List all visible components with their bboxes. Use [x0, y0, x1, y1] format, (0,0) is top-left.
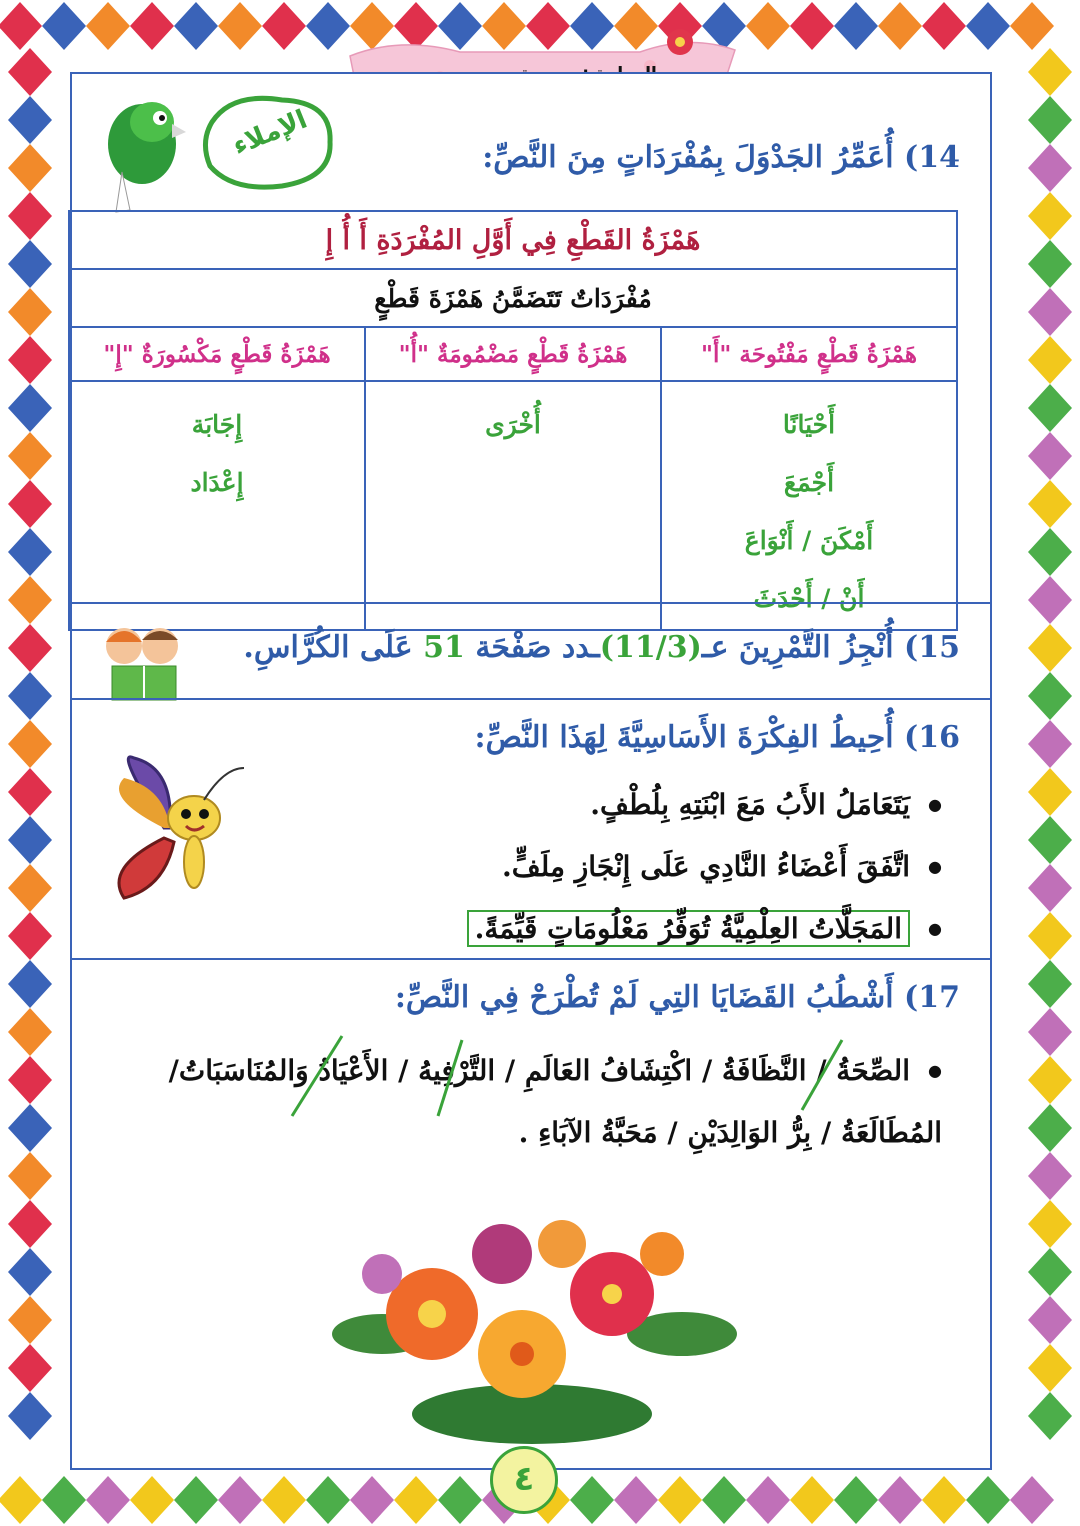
- section-divider: [72, 698, 990, 700]
- section-divider: [72, 602, 990, 604]
- question-14-text: أُعَمِّرُ الجَدْوَلَ بِمُفْرَدَاتٍ مِنَ النَّصِّ:: [482, 140, 894, 175]
- answer-word: أَجْمَعَ: [783, 468, 835, 497]
- column-words-fatha: [661, 381, 957, 630]
- answer-word: أَحْيَانًا: [782, 410, 836, 439]
- column-words-damma: [365, 381, 661, 630]
- topics-line-1: ● الصِّحَةُ / النَّظَافَةُ / اكْتِشَافُ العَالَمِ / التَّرْفِيهُ / الأَعْيَادُ وَالمُنَاسَبَاتُ/: [169, 1040, 942, 1102]
- answer-word: أُخْرَى: [485, 410, 541, 439]
- question-15: [243, 630, 960, 665]
- page-reference: 51: [423, 630, 465, 665]
- option-item-selected: [467, 898, 942, 960]
- question-14-title: [482, 140, 960, 175]
- strike-marks: [222, 1030, 942, 1120]
- question-16-title: [475, 720, 960, 755]
- table-subheading: مُفْرَدَاتٌ تَتَضَمَّنُ هَمْزَةَ قَطْعٍ: [69, 269, 957, 327]
- worksheet-frame: [70, 72, 992, 1470]
- circled-main-idea: المَجَلَّاتُ العِلْمِيَّةُ تُوَفِّرُ مَعْلُومَاتٍ قَيِّمَةً.: [467, 910, 910, 947]
- page-number: ٤: [490, 1446, 558, 1514]
- butterfly-illustration: [94, 738, 274, 918]
- option-item: ● اتَّفَقَ أَعْضَاءُ النَّادِي عَلَى إِنْجَازِ مِلَفٍّ.: [467, 836, 942, 898]
- question-16-options: [467, 774, 942, 960]
- question-15-text-before: أُنْجِزُ التَّمْرِينَ عـ: [701, 630, 894, 665]
- kids-reading-illustration: [94, 620, 194, 706]
- dictation-badge: الإملاء: [228, 104, 312, 162]
- column-header-fatha: هَمْزَةُ قَطْعٍ مَفْتُوحَة "أَ": [661, 327, 957, 381]
- question-16-text: أُحِيطُ الفِكْرَةَ الأَسَاسِيَّةَ لِهَذَا النَّصِّ:: [474, 720, 894, 755]
- question-17-text: أَشْطُبُ القَضَايَا التِي لَمْ تُطْرَحْ فِي النَّصِّ:: [394, 980, 894, 1015]
- answer-word: إِجَابَة: [191, 410, 243, 439]
- answer-word: أَنْ / أَحْدَثَ: [753, 584, 865, 613]
- answer-word: أَمْكَنَ / أَنْوَاعَ: [744, 526, 874, 555]
- topics-line-2: المُطَالَعَةُ / بِرُّ الوَالِدَيْنِ / مَحَبَّةُ الآبَاءِ .: [518, 1116, 942, 1149]
- question-17-title: [395, 980, 960, 1015]
- question-16-number: 16): [904, 720, 960, 755]
- question-17-number: 17): [904, 980, 960, 1015]
- flower-bouquet-illustration: [322, 1184, 742, 1464]
- hamza-table: [68, 210, 958, 631]
- question-15-text-middle: ـدد صَفْحَة: [475, 630, 600, 665]
- column-header-damma: هَمْزَةُ قَطْعٍ مَضْمُومَةٌ "أُ": [365, 327, 661, 381]
- option-item: ● يَتَعَامَلُ الأَبُ مَعَ ابْنَتِهِ بِلُطْفٍ.: [467, 774, 942, 836]
- column-words-kasra: [69, 381, 365, 630]
- table-heading: هَمْزَةُ القَطْعِ فِي أَوَّلِ المُفْرَدَةِ أَ أُ إِ: [69, 211, 957, 269]
- question-15-number: 15): [904, 630, 960, 665]
- column-header-kasra: هَمْزَةُ قَطْعٍ مَكْسُورَةٌ "إِ": [69, 327, 365, 381]
- question-14-number: 14): [904, 140, 960, 175]
- exercise-number: (11/3): [599, 630, 702, 665]
- answer-word: إِعْدَاد: [190, 468, 244, 497]
- question-15-text-after: عَلَى الكُرَّاسِ.: [243, 630, 413, 665]
- section-divider: [72, 958, 990, 960]
